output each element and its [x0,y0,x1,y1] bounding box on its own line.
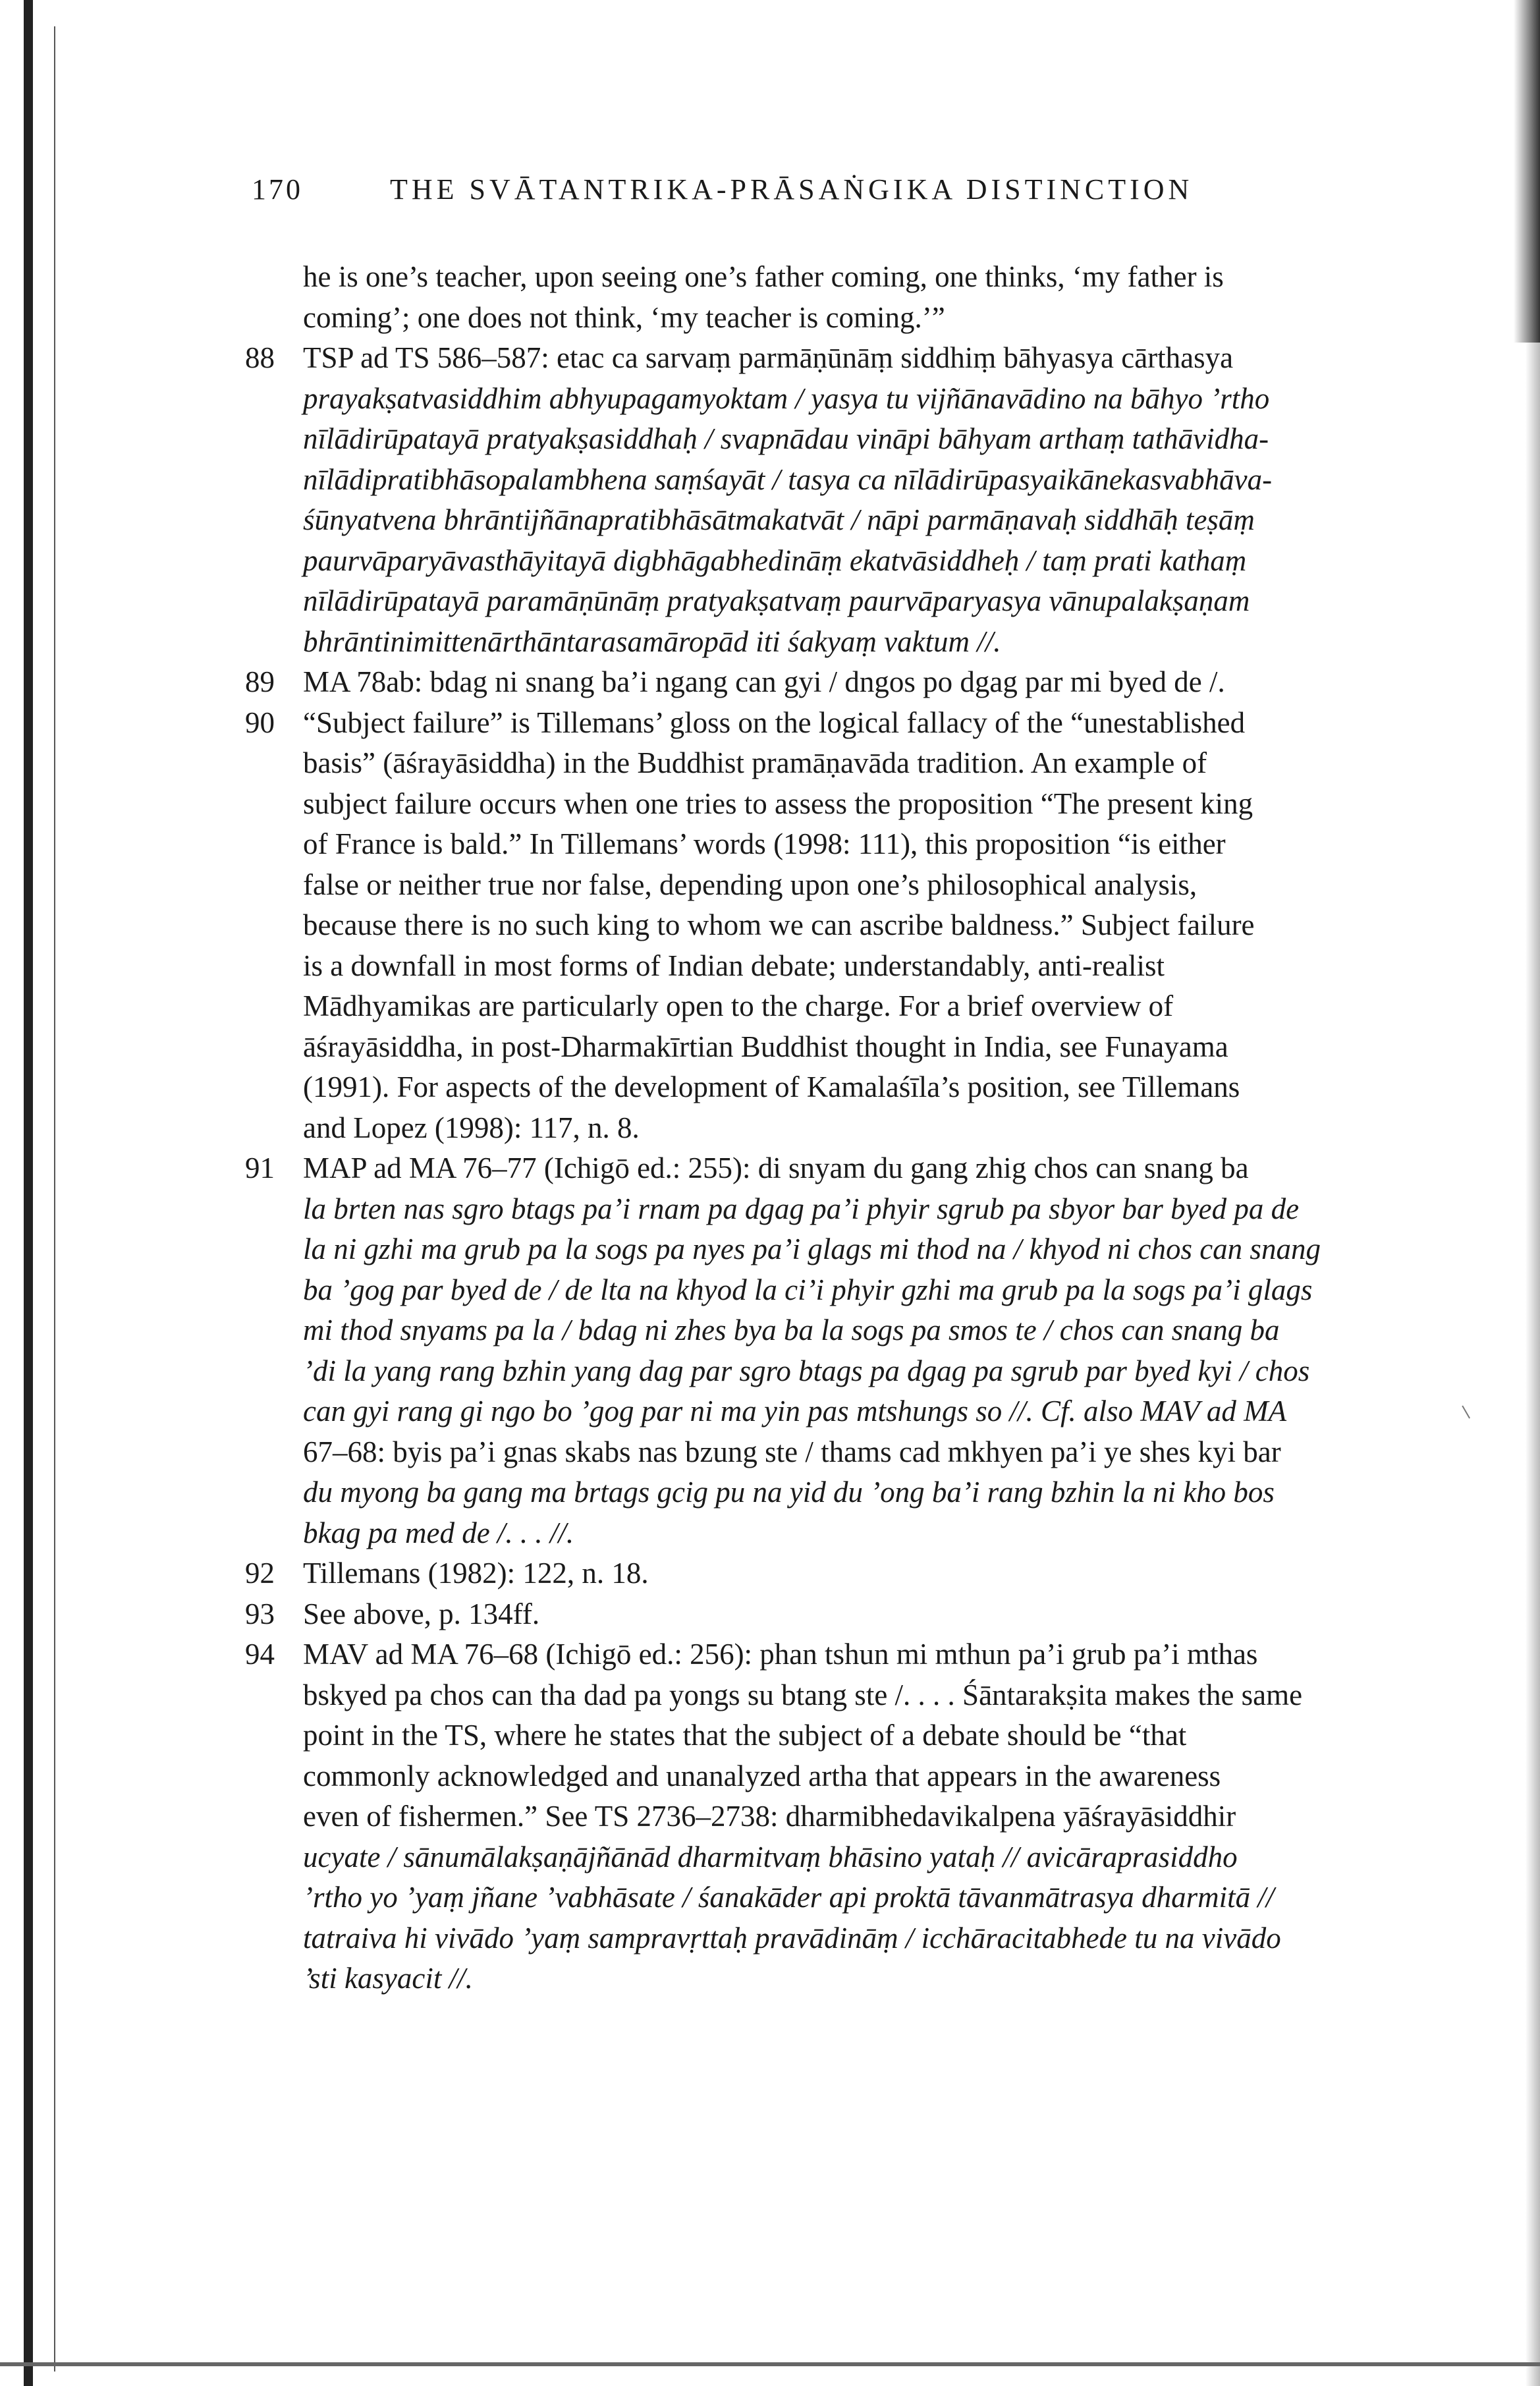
note-line: commonly acknowledged and unanalyzed artha that appears in the awareness [303,1759,1221,1792]
note-line: prayakṣatvasiddhim abhyupagamyoktam / yasya tu vijñānavādino na bāhyo ’rtho [303,381,1270,415]
note-number: 94 [245,1638,275,1671]
endnote-89 [245,662,1462,703]
note-line: ’sti kasyacit //. [303,1962,473,1995]
note-number: 93 [245,1597,275,1630]
note-number: 88 [245,341,275,374]
note-line: is a downfall in most forms of Indian debate; understandably, anti-realist [303,949,1165,982]
note-line: Tillemans (1982): 122, n. 18. [303,1557,649,1590]
note-line: 67–68: byis pa’i gnas skabs nas bzung ste / thams cad mkhyen pa’i ye shes kyi bar [303,1435,1281,1468]
note-line: la brten nas sgro btags pa’i rnam pa dgag pa’i phyir sgrub pa sbyor bar byed pa de [303,1192,1300,1225]
note-line: coming’; one does not think, ‘my teacher is coming.’” [303,300,945,334]
note-line: nīlādipratibhāsopalambhena saṃśayāt / tasya ca nīlādirūpasyaikānekasvabhāva- [303,462,1273,496]
endnote-88 [245,338,1462,662]
running-title: THE SVĀTANTRIKA-PRĀSAṄGIKA DISTINCTION [390,173,1194,206]
note-line: even of fishermen.” See TS 2736–2738: dharmibhedavikalpena yāśrayāsiddhir [303,1800,1236,1833]
note-number: 91 [245,1151,275,1184]
endnotes [245,257,1462,1999]
note-number: 90 [245,706,275,739]
note-line: (1991). For aspects of the development of Kamalaśīla’s position, see Tillemans [303,1070,1240,1103]
note-line: ’rtho yo ’yaṃ jñane ’vabhāsate / śanakāder api proktā tāvanmātrasya dharmitā // [303,1881,1275,1914]
note-line: la ni gzhi ma grub pa la sogs pa nyes pa’i glags mi thod na / khyod ni chos can snang [303,1233,1321,1265]
endnote-92 [245,1553,1462,1594]
page-number: 170 [252,173,303,206]
scan-edge-line [54,26,55,2372]
note-line: of France is bald.” In Tillemans’ words (1998: 111), this proposition “is either [303,827,1226,860]
note-line: ’di la yang rang bzhin yang dag par sgro btags pa dgag pa sgrub par byed kyi / chos [303,1354,1310,1387]
note-line: MAP ad MA 76–77 (Ichigō ed.: 255): di snyam du gang zhig chos can snang ba [303,1151,1249,1184]
note-line: Mādhyamikas are particularly open to the charge. For a brief overview of [303,989,1174,1022]
note-line: MAV ad MA 76–68 (Ichigō ed.: 256): phan tshun mi mthun pa’i grub pa’i mthas [303,1638,1258,1671]
endnote-continuation [303,257,1462,338]
note-line: ucyate / sānumālakṣaṇājñānād dharmitvaṃ bhāsino yataḥ // avicāraprasiddho [303,1840,1238,1873]
note-line: TSP ad TS 586–587: etac ca sarvaṃ parmāṇūnāṃ siddhiṃ bāhyasya cārthasya [303,341,1234,374]
running-header [252,173,1306,219]
note-line: du myong ba gang ma brtags gcig pu na yid du ’ong ba’i rang bzhin la ni kho bos [303,1476,1275,1509]
note-line: because there is no such king to whom we can ascribe baldness.” Subject failure [303,908,1255,941]
note-line: mi thod snyams pa la / bdag ni zhes bya ba la sogs pa smos te / chos can snang ba [303,1314,1280,1346]
note-line: false or neither true nor false, depending upon one’s philosophical analysis, [303,868,1197,901]
scan-corner-shadow [1514,0,1540,343]
endnote-90 [245,703,1462,1149]
note-line: basis” (āśrayāsiddha) in the Buddhist pramāṇavāda tradition. An example of [303,746,1207,779]
note-line: bhrāntinimittenārthāntarasamāropād iti śakyaṃ vaktum //. [303,624,1001,658]
note-line: nīlādirūpatayā paramāṇūnāṃ pratyakṣatvaṃ paurvāparyasya vānupalakṣaṇam [303,584,1250,617]
stray-pencil-mark [1462,1402,1475,1418]
note-line: See above, p. 134ff. [303,1597,540,1630]
note-line: bskyed pa chos can tha dad pa yongs su btang ste /. . . . Śāntarakṣita makes the same [303,1678,1303,1711]
endnote-91 [245,1148,1462,1553]
note-number: 89 [245,665,275,698]
note-line: MA 78ab: bdag ni snang ba’i ngang can gyi / dngos po dgag par mi byed de /. [303,665,1225,698]
scan-right-shade [1526,343,1540,2386]
note-line: he is one’s teacher, upon seeing one’s father coming, one thinks, ‘my father is [303,260,1224,293]
note-line: can gyi rang gi ngo bo ’gog par ni ma yin pas mtshungs so //. Cf. also MAV ad MA [303,1395,1287,1428]
note-line: ba ’gog par byed de / de lta na khyod la ci’i phyir gzhi ma grub pa la sogs pa’i glags [303,1273,1313,1306]
note-line: paurvāparyāvasthāyitayā digbhāgabhedināṃ ekatvāsiddheḥ / taṃ prati kathaṃ [303,543,1247,577]
note-line: āśrayāsiddha, in post-Dharmakīrtian Buddhist thought in India, see Funayama [303,1030,1228,1063]
note-line: point in the TS, where he states that the subject of a debate should be “that [303,1719,1187,1752]
scan-binding-shadow [24,0,33,2386]
note-line: tatraiva hi vivādo ’yaṃ sampravṛttaḥ pravādināṃ / icchāracitabhede tu na vivādo [303,1921,1281,1955]
endnote-94 [245,1634,1462,1999]
note-line: śūnyatvena bhrāntijñānapratibhāsātmakatvāt / nāpi parmāṇavaḥ siddhāḥ teṣāṃ [303,503,1255,536]
note-line: bkag pa med de /. . . //. [303,1516,574,1549]
endnote-93 [245,1594,1462,1635]
scan-bottom-edge [0,2362,1540,2366]
note-number: 92 [245,1557,275,1590]
note-line: and Lopez (1998): 117, n. 8. [303,1111,640,1144]
note-line: subject failure occurs when one tries to assess the proposition “The present king [303,787,1253,820]
note-line: nīlādirūpatayā pratyakṣasiddhaḥ / svapnādau vināpi bāhyam arthaṃ tathāvidha- [303,422,1269,455]
note-line: “Subject failure” is Tillemans’ gloss on the logical fallacy of the “unestablished [303,706,1246,739]
